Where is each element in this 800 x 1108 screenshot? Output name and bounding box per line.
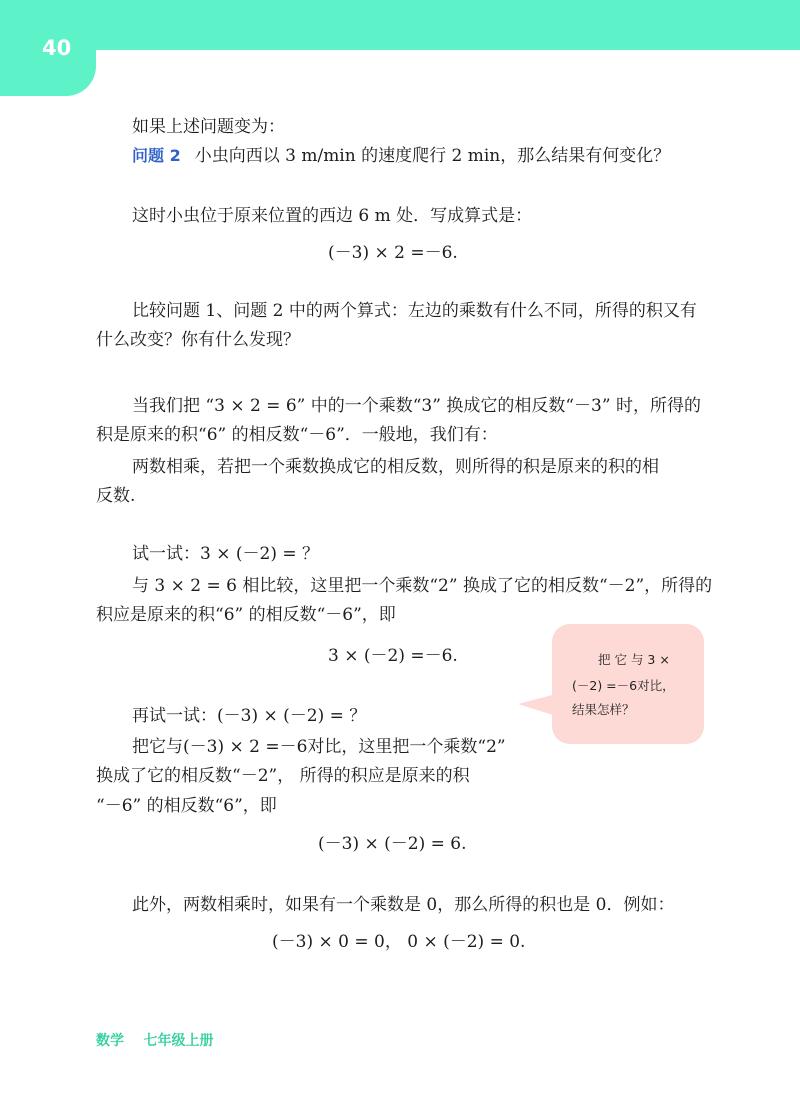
compare-3-line-1: 把它与(－3) × 2 =－6对比，这里把一个乘数“2” [132,737,506,757]
try-it-2: 再试一试：(－3) × (－2) = ？ [132,706,367,726]
equation-4: (－3) × 0 = 0， 0 × (－2) = 0. [272,932,526,952]
compare-3-line-3: “－6” 的相反数“6”，即 [96,796,277,816]
bubble-line-1: 把 它 与 3 × [598,652,670,667]
rule-line-1: 两数相乘，若把一个乘数换成它的相反数，则所得的积是原来的积的相 [132,457,659,477]
intro-text: 如果上述问题变为： [132,117,285,137]
speech-bubble-tail [518,694,556,716]
rule-line-2: 反数. [96,486,136,506]
equation-3: (－3) × (－2) = 6. [318,834,467,854]
equation-1: (－3) × 2 =－6. [328,243,458,263]
zero-rule: 此外，两数相乘时，如果有一个乘数是 0，那么所得的积也是 0．例如： [132,895,675,915]
compare-line-2: 什么改变？你有什么发现？ [96,330,300,350]
compare-line-1: 比较问题 1、问题 2 中的两个算式：左边的乘数有什么不同，所得的积又有 [132,301,697,321]
speech-bubble [552,624,704,744]
page-number: 40 [42,36,72,60]
compare-2-line-2: 积应是原来的积“6” 的相反数“－6”，即 [96,605,396,625]
equation-2: 3 × (－2) =－6. [328,646,458,666]
explain-line-1: 当我们把 “3 × 2 = 6” 中的一个乘数“3” 换成它的相反数“－3” 时，所得的 [132,396,701,416]
bubble-line-3: 结果怎样？ [572,702,635,717]
problem-2 [132,144,670,168]
bubble-line-2: (－2) =－6对比， [572,678,675,693]
header-band [0,0,800,50]
paragraph-position: 这时小虫位于原来位置的西边 6 m 处．写成算式是： [132,206,533,226]
problem-2-text: 小虫向西以 3 m/min 的速度爬行 2 min，那么结果有何变化？ [194,146,671,166]
problem-2-label: 问题 2 [132,146,181,165]
footer-book-title: 数学 七年级上册 [96,1033,214,1049]
compare-2-line-1: 与 3 × 2 = 6 相比较，这里把一个乘数“2” 换成了它的相反数“－2”，所得的 [132,576,713,596]
explain-line-2: 积是原来的积“6” 的相反数“－6”．一般地，我们有： [96,425,498,445]
compare-3-line-2: 换成了它的相反数“－2”， 所得的积应是原来的积 [96,766,470,786]
try-it-1: 试一试：3 × (－2) = ？ [132,544,319,564]
